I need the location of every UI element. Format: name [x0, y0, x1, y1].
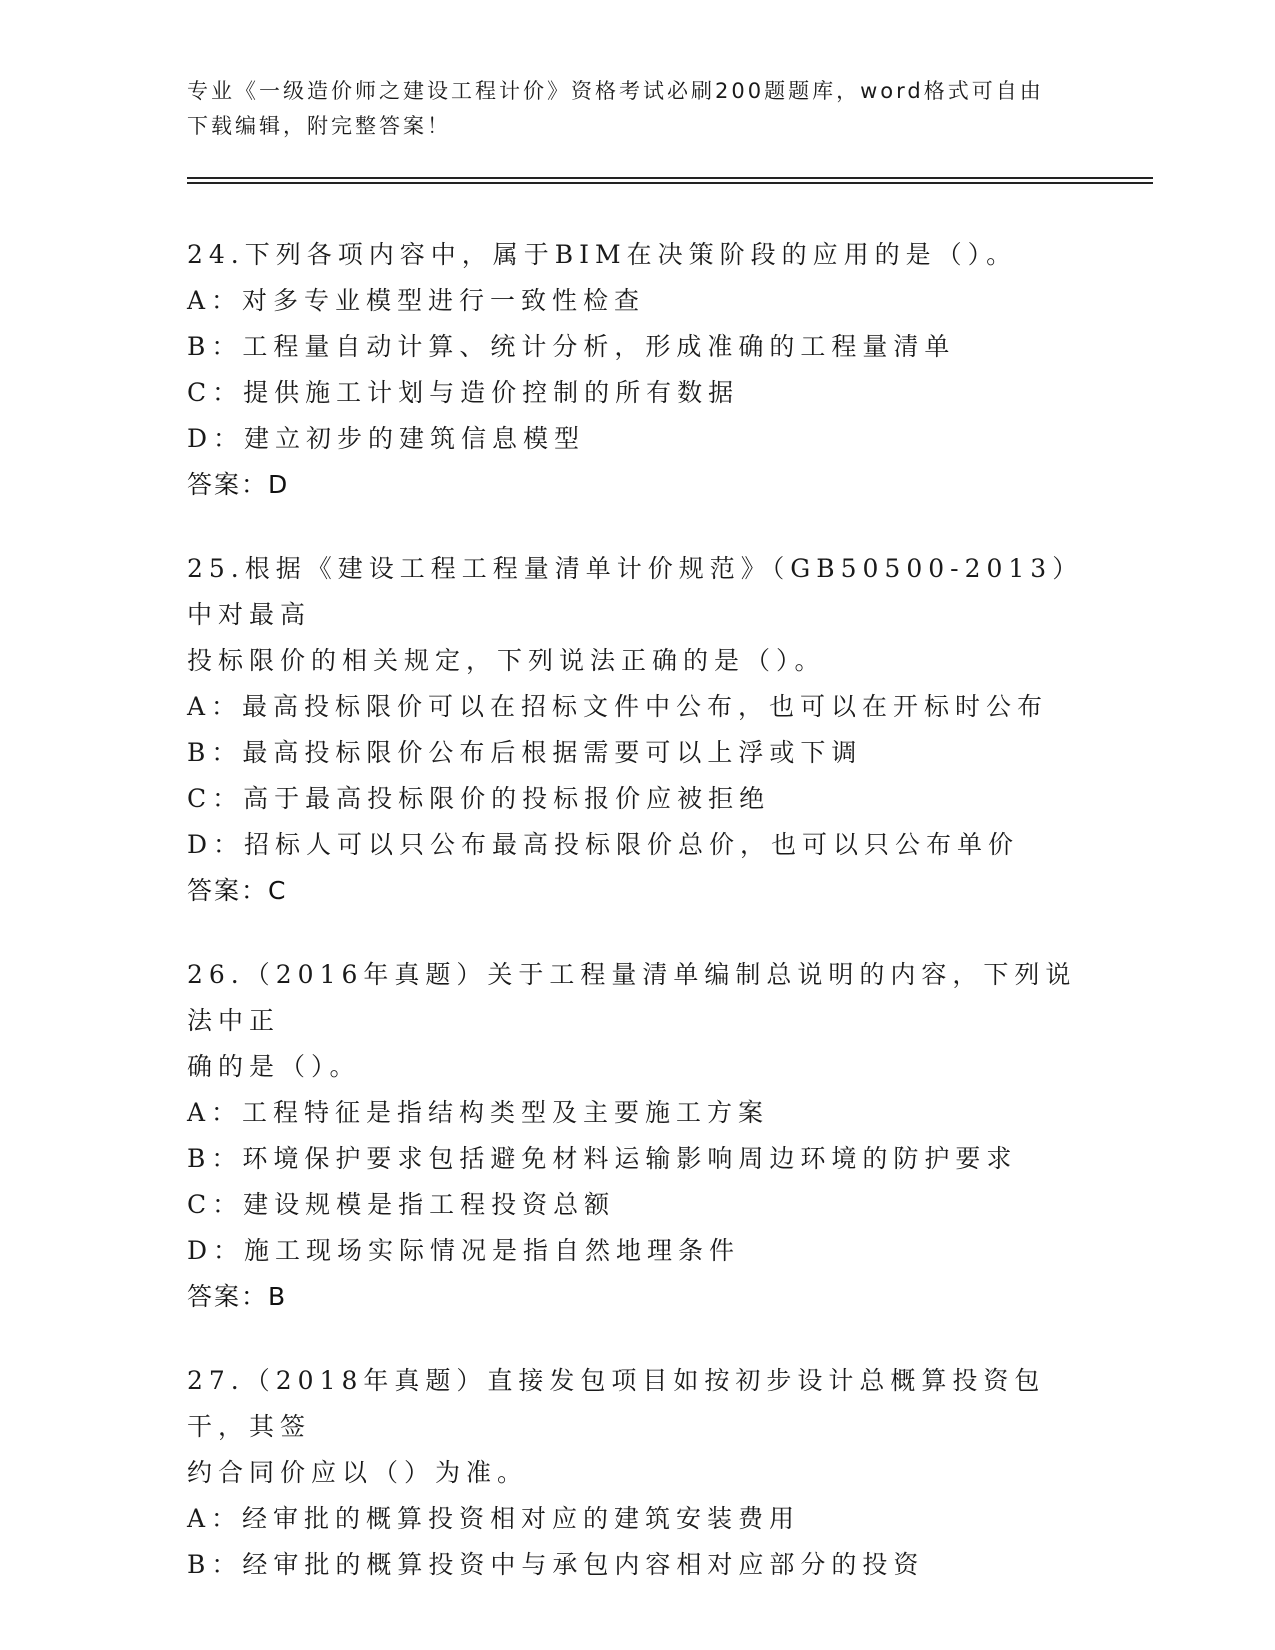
question-27 — [187, 1358, 1087, 1588]
question-26 — [187, 952, 1087, 1320]
option-b: B：经审批的概算投资中与承包内容相对应部分的投资 — [187, 1550, 925, 1579]
question-stem: 27.（2018年真题）直接发包项目如按初步设计总概算投资包干，其签 — [187, 1366, 1046, 1441]
option-b: B：最高投标限价公布后根据需要可以上浮或下调 — [187, 738, 863, 767]
question-24 — [187, 232, 1087, 508]
option-c: C：建设规模是指工程投资总额 — [187, 1190, 616, 1219]
answer-label: 答案：D — [187, 470, 290, 499]
question-stem: 26.（2016年真题）关于工程量清单编制总说明的内容，下列说法中正 — [187, 960, 1077, 1035]
question-stem: 25.根据《建设工程工程量清单计价规范》（GB50500-2013）中对最高 — [187, 554, 1084, 629]
question-stem-continued: 投标限价的相关规定，下列说法正确的是（）。 — [187, 646, 826, 675]
option-d: D：建立初步的建筑信息模型 — [187, 424, 586, 453]
option-b: B：环境保护要求包括避免材料运输影响周边环境的防护要求 — [187, 1144, 1018, 1173]
option-a: A：经审批的概算投资相对应的建筑安装费用 — [187, 1504, 801, 1533]
question-stem-continued: 约合同价应以（）为准。 — [187, 1458, 529, 1487]
answer-label: 答案：B — [187, 1282, 288, 1311]
question-stem: 24.下列各项内容中，属于BIM在决策阶段的应用的是（）。 — [187, 240, 1018, 269]
document-header — [187, 74, 1067, 144]
option-c: C：提供施工计划与造价控制的所有数据 — [187, 378, 740, 407]
option-c: C：高于最高投标限价的投标报价应被拒绝 — [187, 784, 771, 813]
option-a: A：工程特征是指结构类型及主要施工方案 — [187, 1098, 770, 1127]
header-line-1: 专业《一级造价师之建设工程计价》资格考试必刷200题题库，word格式可自由 — [187, 79, 1044, 103]
header-divider-top — [187, 177, 1153, 179]
option-a: A：最高投标限价可以在招标文件中公布，也可以在开标时公布 — [187, 692, 1049, 721]
option-a: A：对多专业模型进行一致性检查 — [187, 286, 646, 315]
option-d: D：施工现场实际情况是指自然地理条件 — [187, 1236, 741, 1265]
answer-label: 答案：C — [187, 876, 288, 905]
header-divider-bottom — [187, 182, 1153, 184]
header-line-2: 下载编辑，附完整答案！ — [187, 114, 451, 138]
question-25 — [187, 546, 1087, 914]
option-d: D：招标人可以只公布最高投标限价总价，也可以只公布单价 — [187, 830, 1020, 859]
question-stem-continued: 确的是（）。 — [187, 1052, 361, 1081]
question-list — [187, 232, 1087, 1626]
option-b: B：工程量自动计算、统计分析，形成准确的工程量清单 — [187, 332, 956, 361]
